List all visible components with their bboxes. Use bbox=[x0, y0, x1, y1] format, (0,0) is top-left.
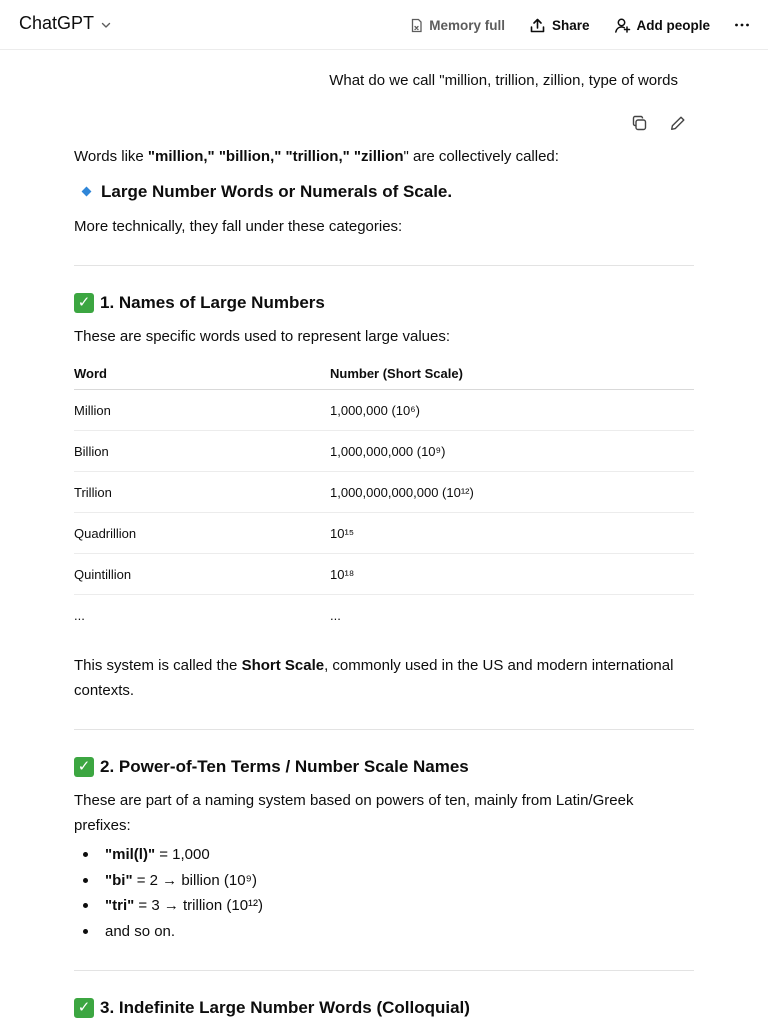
table-header-row bbox=[74, 357, 694, 390]
share-icon bbox=[529, 17, 546, 34]
table-cell-word: Trillion bbox=[74, 472, 330, 513]
memory-full-button[interactable] bbox=[410, 18, 505, 33]
table-row bbox=[74, 431, 694, 472]
scale-heading bbox=[74, 179, 694, 204]
note-prefix: This system is called the bbox=[74, 657, 242, 674]
intro-prefix: Words like bbox=[74, 148, 148, 165]
table-row bbox=[74, 595, 694, 636]
section-2-title: 2. Power-of-Ten Terms / Number Scale Names bbox=[100, 757, 469, 776]
check-mark-icon: ✓ bbox=[74, 998, 94, 1018]
check-mark-icon: ✓ bbox=[74, 293, 94, 313]
section-1-title: 1. Names of Large Numbers bbox=[100, 293, 325, 312]
table-cell-word: Billion bbox=[74, 431, 330, 472]
table-cell-number: 10¹⁸ bbox=[330, 554, 694, 595]
prefix-list bbox=[74, 842, 694, 944]
list-item-text: = 3 → trillion (10¹²) bbox=[134, 897, 264, 914]
model-selector[interactable] bbox=[19, 13, 112, 34]
table-row bbox=[74, 513, 694, 554]
list-item-bold: "bi" bbox=[105, 871, 133, 889]
table-row bbox=[74, 390, 694, 431]
scale-heading-text: Large Number Words or Numerals of Scale. bbox=[101, 182, 453, 201]
intro-paragraph bbox=[74, 144, 694, 169]
list-item bbox=[105, 893, 694, 919]
table-cell-number: 1,000,000 (10⁶) bbox=[330, 390, 694, 431]
divider bbox=[74, 265, 694, 266]
list-item bbox=[105, 919, 694, 945]
divider bbox=[74, 729, 694, 730]
intro-suffix: " are collectively called: bbox=[403, 148, 559, 165]
table-cell-number: 1,000,000,000,000 (10¹²) bbox=[330, 472, 694, 513]
table-row bbox=[74, 472, 694, 513]
memory-full-label: Memory full bbox=[429, 17, 505, 33]
section-3-title: 3. Indefinite Large Number Words (Colloquial) bbox=[100, 998, 470, 1017]
short-scale-note bbox=[74, 653, 694, 703]
pencil-icon bbox=[670, 115, 686, 131]
table-cell-number: 1,000,000,000 (10⁹) bbox=[330, 431, 694, 472]
add-person-icon bbox=[614, 17, 631, 34]
table-cell-word: Quintillion bbox=[74, 554, 330, 595]
number-table bbox=[74, 357, 694, 635]
blue-diamond-icon bbox=[82, 187, 92, 197]
section-2-desc: These are part of a naming system based on powers of ten, mainly from Latin/Greek prefixes: bbox=[74, 792, 634, 834]
list-item-text: and so on. bbox=[105, 922, 176, 940]
memory-icon bbox=[410, 18, 423, 33]
brand-title: ChatGPT bbox=[19, 13, 95, 33]
add-people-button[interactable] bbox=[614, 17, 711, 34]
table-cell-word: ... bbox=[74, 607, 85, 623]
divider bbox=[74, 970, 694, 971]
table-cell-number: ... bbox=[330, 607, 341, 623]
top-bar bbox=[0, 0, 768, 50]
share-label: Share bbox=[551, 17, 590, 33]
table-cell-word: Quadrillion bbox=[74, 513, 330, 554]
list-item-text: = 1,000 bbox=[155, 846, 210, 863]
assistant-answer bbox=[74, 144, 694, 1029]
table-header-word: Word bbox=[74, 357, 330, 390]
table-row bbox=[74, 554, 694, 595]
section-2-heading bbox=[74, 754, 694, 780]
more-horizontal-icon bbox=[734, 17, 750, 33]
add-people-label: Add people bbox=[636, 17, 710, 33]
chevron-down-icon bbox=[100, 19, 112, 31]
header-actions bbox=[386, 0, 750, 50]
copy-icon bbox=[631, 115, 648, 132]
list-item-text: = 2 → billion (10⁹) bbox=[132, 871, 257, 889]
list-item bbox=[105, 868, 694, 894]
check-mark-icon: ✓ bbox=[74, 757, 94, 777]
table-cell-word: Million bbox=[74, 390, 330, 431]
section-3-heading bbox=[74, 995, 694, 1021]
section-1-heading bbox=[74, 290, 694, 316]
intro-terms: "million," "billion," "trillion," "zillion bbox=[147, 148, 404, 165]
table-cell-number: 10¹⁵ bbox=[330, 513, 694, 554]
message-actions bbox=[631, 115, 686, 132]
list-item bbox=[105, 842, 694, 868]
edit-button[interactable] bbox=[670, 115, 686, 132]
note-suffix: , commonly used in the US and modern international contexts. bbox=[74, 657, 674, 699]
copy-button[interactable] bbox=[631, 115, 648, 132]
table-header-number: Number (Short Scale) bbox=[330, 357, 694, 390]
user-message: What do we call "million, trillion, zillion, type of words bbox=[329, 72, 678, 89]
share-button[interactable] bbox=[529, 17, 590, 34]
note-bold: Short Scale bbox=[241, 657, 325, 674]
list-item-bold: "tri" bbox=[105, 897, 135, 914]
list-item-bold: "mil(l)" bbox=[105, 846, 156, 863]
section-1-desc: These are specific words used to represent large values: bbox=[74, 328, 451, 345]
more-options-button[interactable] bbox=[734, 17, 750, 33]
more-technically-text: More technically, they fall under these categories: bbox=[74, 218, 403, 235]
